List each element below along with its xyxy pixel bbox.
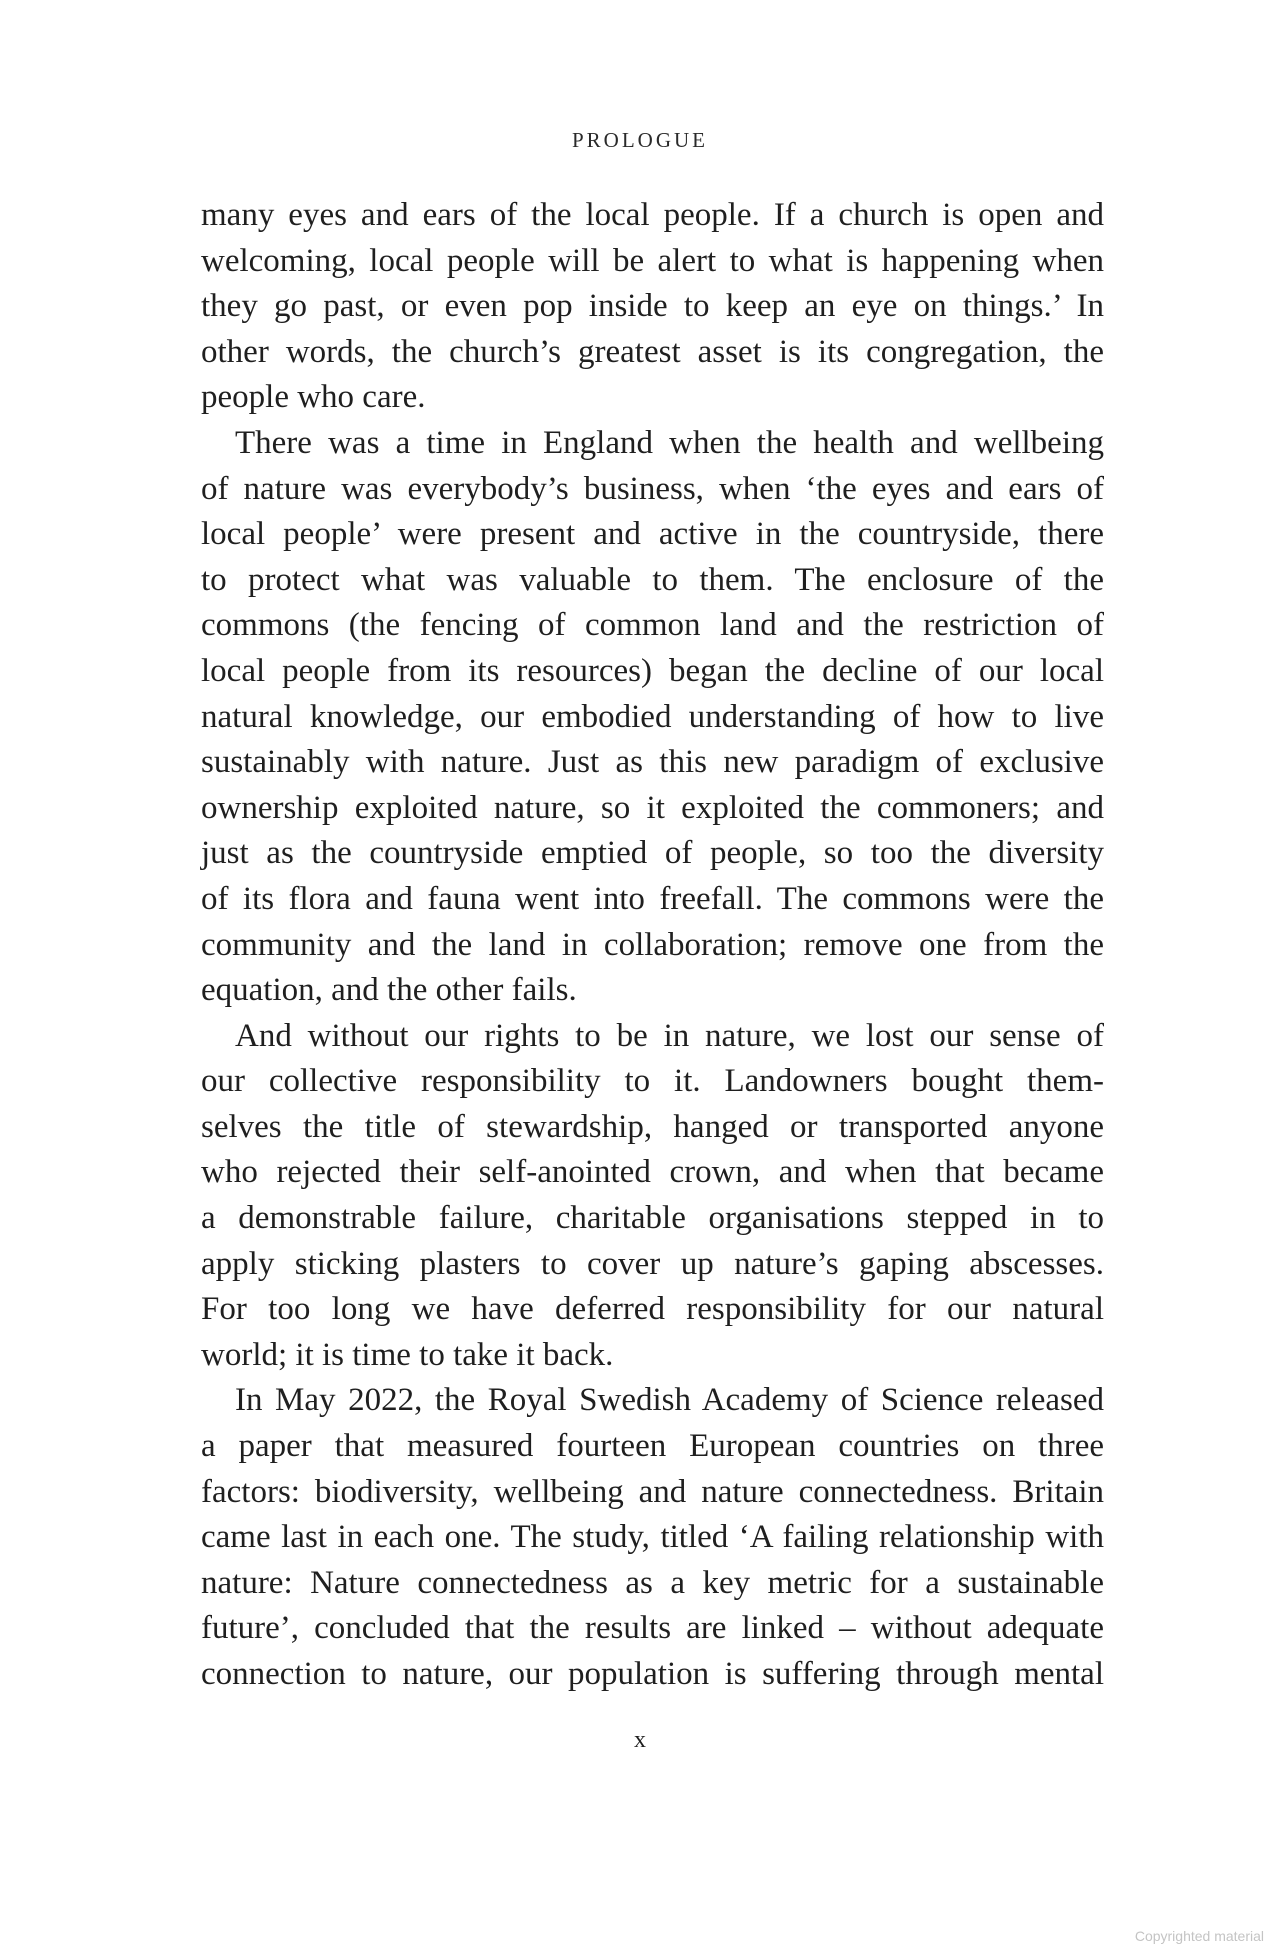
text-line: a demonstrable failure, charitable organisations stepped in to: [201, 1200, 1104, 1237]
text-line: connection to nature, our population is suffering through mental: [201, 1656, 1104, 1692]
running-head: PROLOGUE: [571, 128, 708, 152]
text-line: local people from its resources) began the decline of our local: [201, 652, 1104, 689]
text-line: factors: biodiversity, wellbeing and nature connectedness. Britain: [201, 1473, 1104, 1510]
text-line: other words, the church’s greatest asset is its congregation, the: [201, 333, 1104, 370]
text-line: apply sticking plasters to cover up nature’s gaping abscesses.: [201, 1245, 1104, 1282]
text-line: future’, concluded that the results are linked – without adequate: [201, 1610, 1104, 1647]
copyright-watermark: Copyrighted material: [1134, 1928, 1264, 1944]
paragraph-4: [201, 1378, 1104, 1697]
text-line: community and the land in collaboration; remove one from the: [201, 926, 1104, 963]
text-line: local people’ were present and active in the countryside, there: [201, 516, 1104, 553]
text-line: selves the title of stewardship, hanged or transported anyone: [201, 1108, 1104, 1145]
text-line: commons (the fencing of common land and the restriction of: [201, 607, 1104, 644]
text-line: world; it is time to take it back.: [201, 1336, 614, 1373]
page-number: x: [634, 1727, 646, 1753]
text-line: ownership exploited nature, so it exploited the commoners; and: [201, 789, 1104, 826]
text-line: For too long we have deferred responsibility for our natural: [201, 1291, 1104, 1328]
text-line: came last in each one. The study, titled ‘A failing relationship with: [201, 1519, 1104, 1556]
text-line: welcoming, local people will be alert to what is happening when: [201, 242, 1104, 279]
text-line: There was a time in England when the health and wellbeing: [235, 424, 1104, 461]
text-line: of nature was everybody’s business, when ‘the eyes and ears of: [201, 470, 1104, 507]
text-line: to protect what was valuable to them. The enclosure of the: [201, 561, 1104, 598]
text-line: of its flora and fauna went into freefall. The commons were the: [201, 880, 1104, 917]
text-line: natural knowledge, our embodied understanding of how to live: [201, 698, 1104, 735]
text-line: just as the countryside emptied of people, so too the diversity: [201, 835, 1104, 872]
body-text: [201, 193, 1104, 1698]
text-line: nature: Nature connectedness as a key metric for a sustainable: [201, 1564, 1104, 1601]
text-line: our collective responsibility to it. Landowners bought them-: [201, 1063, 1104, 1100]
text-line: And without our rights to be in nature, we lost our sense of: [235, 1017, 1104, 1054]
text-line: equation, and the other fails.: [201, 972, 577, 1009]
text-line: sustainably with nature. Just as this new paradigm of exclusive: [201, 744, 1104, 781]
paragraph-2: [201, 421, 1104, 1014]
text-line: who rejected their self-anointed crown, and when that became: [201, 1154, 1104, 1191]
text-line: people who care.: [201, 379, 426, 416]
paragraph-3: [201, 1014, 1104, 1379]
paragraph-1: [201, 193, 1104, 421]
text-line: In May 2022, the Royal Swedish Academy of Science released: [235, 1382, 1104, 1419]
text-line: many eyes and ears of the local people. If a church is open and: [201, 197, 1104, 233]
text-line: a paper that measured fourteen European countries on three: [201, 1428, 1104, 1465]
text-line: they go past, or even pop inside to keep an eye on things.’ In: [201, 288, 1104, 325]
